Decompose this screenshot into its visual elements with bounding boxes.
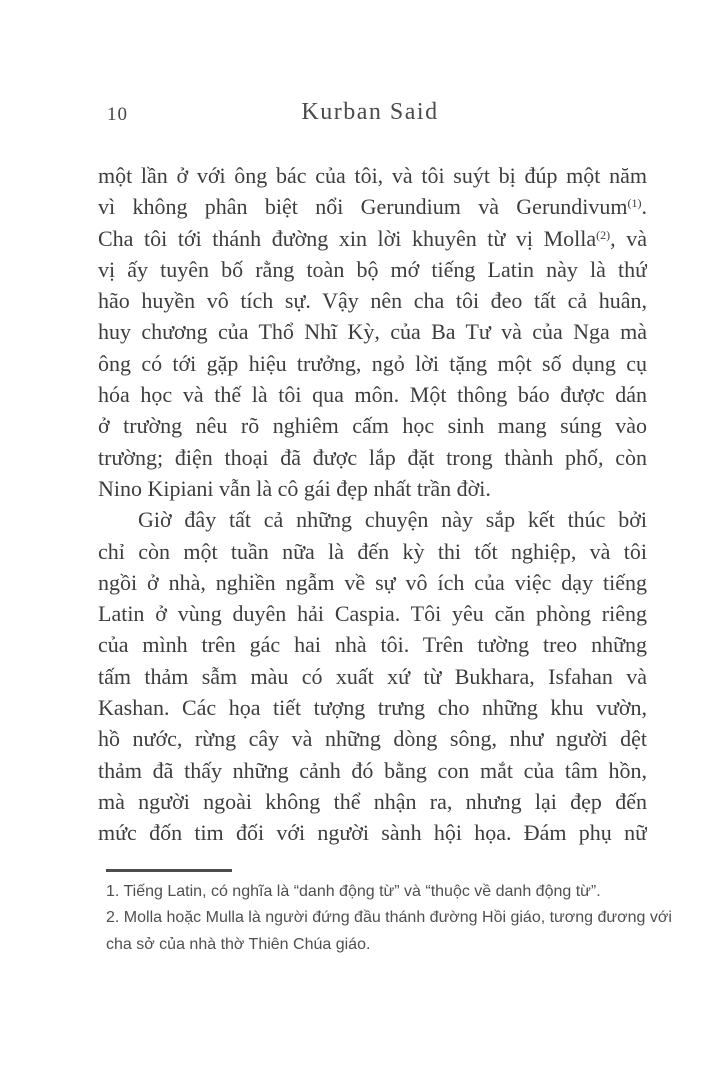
body-text-line: hồ nước, rừng cây và những dòng sông, như người dệt bbox=[98, 726, 647, 752]
body-text-block bbox=[98, 160, 647, 849]
body-text-line: tấm thảm sẫm màu có xuất xứ từ Bukhara, Isfahan và bbox=[98, 663, 647, 689]
footnotes-block bbox=[106, 879, 678, 958]
footnote-reference: (2) bbox=[596, 227, 611, 242]
body-text-line: huy chương của Thổ Nhĩ Kỳ, của Ba Tư và của Nga mà bbox=[98, 319, 647, 345]
body-text-line: mức đốn tim đối với người sành hội họa. Đám phụ nữ bbox=[98, 820, 647, 846]
body-text-line: ông có tới gặp hiệu trưởng, ngỏ lời tặng một số dụng cụ bbox=[98, 350, 647, 376]
footnote-separator-rule bbox=[106, 869, 232, 872]
page-number: 10 bbox=[107, 104, 128, 125]
body-text-line: Kashan. Các họa tiết tượng trưng cho những khu vườn, bbox=[98, 695, 647, 721]
body-text-line: Latin ở vùng duyên hải Caspia. Tôi yêu căn phòng riêng bbox=[98, 601, 647, 627]
body-text-line: hão huyền vô tích sự. Vậy nên cha tôi đeo tất cả huân, bbox=[98, 288, 647, 314]
body-text-line: chỉ còn một tuần nữa là đến kỳ thi tốt nghiệp, và tôi bbox=[98, 538, 647, 564]
footnote-line: 1. Tiếng Latin, có nghĩa là “danh động từ” và “thuộc về danh động từ”. bbox=[106, 883, 601, 900]
footnote-line: cha sở của nhà thờ Thiên Chúa giáo. bbox=[106, 935, 371, 953]
body-text-line: thảm đã thấy những cảnh đó bằng con mắt của tâm hồn, bbox=[98, 757, 647, 783]
body-text-line: của mình trên gác hai nhà tôi. Trên tường treo những bbox=[98, 632, 647, 658]
body-text-line: Giờ đây tất cả những chuyện này sắp kết thúc bởi bbox=[138, 507, 647, 533]
body-text-line: một lần ở với ông bác của tôi, và tôi suýt bị đúp một năm bbox=[98, 163, 647, 188]
footnote-line: 2. Molla hoặc Mulla là người đứng đầu thánh đường Hồi giáo, tương đương với bbox=[106, 909, 672, 927]
body-text-line: ở trường nêu rõ nghiêm cấm học sinh mang súng vào bbox=[98, 413, 647, 439]
body-text-line: Nino Kipiani vẫn là cô gái đẹp nhất trần đời. bbox=[98, 475, 491, 501]
body-text-line: ngồi ở nhà, nghiền ngẫm về sự vô ích của việc dạy tiếng bbox=[98, 569, 647, 595]
body-text-line: Cha tôi tới thánh đường xin lời khuyên từ vị Molla$^{(2)}$, và bbox=[98, 225, 647, 251]
footnote-reference: (1) bbox=[627, 196, 642, 211]
body-text-line: vì không phân biệt nổi Gerundium và Gerundivum$^{(1)}$. bbox=[98, 194, 647, 220]
running-head-author: Kurban Said bbox=[301, 99, 439, 125]
body-text-line: trường; điện thoại đã được lắp đặt trong thành phố, còn bbox=[98, 444, 647, 470]
body-text-line: mà người ngoài không thể nhận ra, nhưng lại đẹp đến bbox=[98, 788, 647, 814]
body-text-line: hóa học và thế là tôi qua môn. Một thông báo được dán bbox=[98, 382, 647, 408]
body-text-line: vị ấy tuyên bố rằng toàn bộ mớ tiếng Latin này là thứ bbox=[98, 256, 647, 282]
